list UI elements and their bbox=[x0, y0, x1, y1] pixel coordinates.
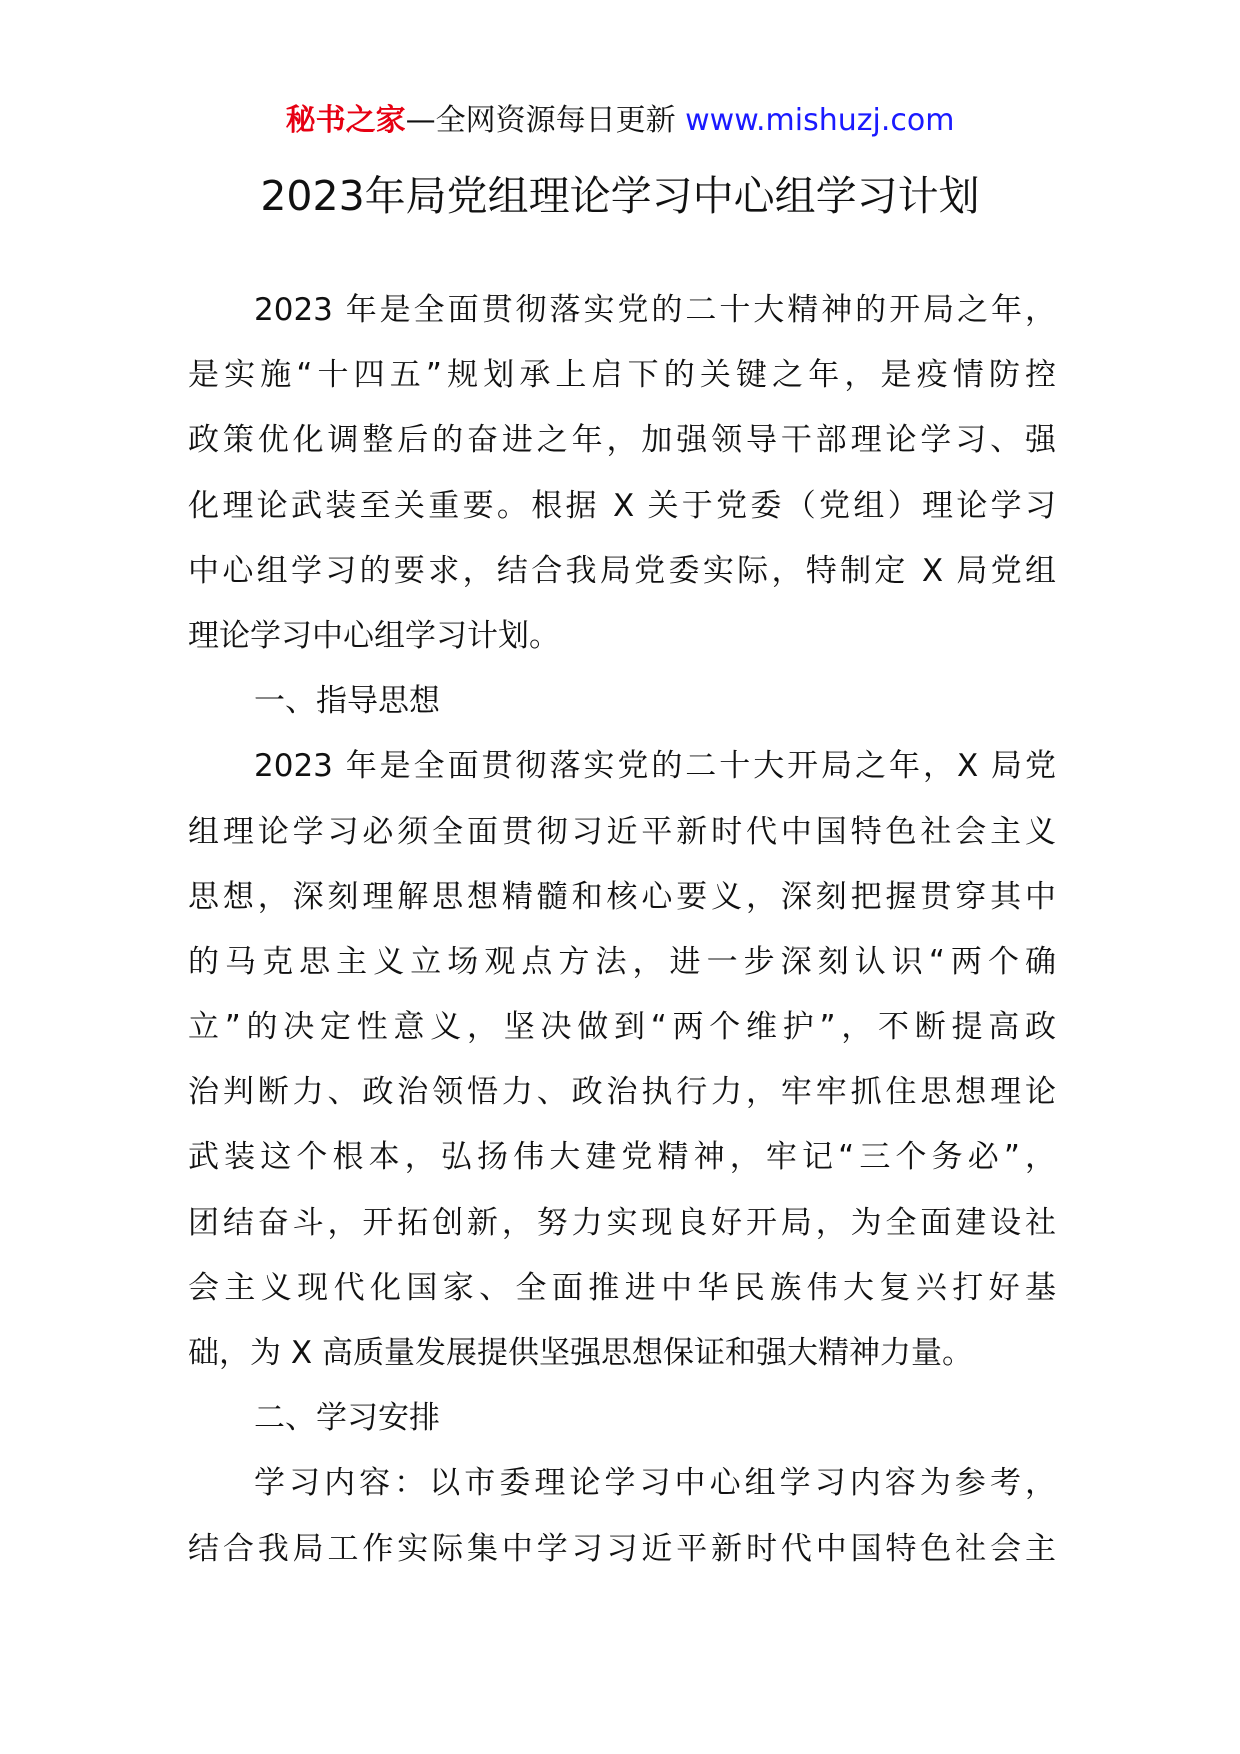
body-line: 武装这个根本，弘扬伟大建党精神，牢记“三个务必”， bbox=[188, 1139, 1056, 1176]
site-banner bbox=[0, 100, 1240, 142]
site-url-link[interactable]: www.mishuzj.com bbox=[685, 103, 955, 138]
body-line: 结合我局工作实际集中学习习近平新时代中国特色社会主 bbox=[188, 1530, 1056, 1567]
body-line: 2023 年是全面贯彻落实党的二十大精神的开局之年， bbox=[254, 292, 1056, 328]
body-line: 组理论学习必须全面贯彻习近平新时代中国特色社会主义 bbox=[188, 813, 1056, 850]
brand-name: 秘书之家 bbox=[285, 103, 406, 138]
body-line: 政策优化调整后的奋进之年，加强领导干部理论学习、强 bbox=[188, 422, 1056, 459]
body-line: 理论学习中心组学习计划。 bbox=[188, 617, 560, 654]
body-line: 立”的决定性意义，坚决做到“两个维护”，不断提高政 bbox=[188, 1009, 1056, 1046]
section-heading-study-arrangement: 二、学习安排 bbox=[254, 1400, 440, 1437]
body-line: 的马克思主义立场观点方法，进一步深刻认识“两个确 bbox=[188, 943, 1056, 980]
body-line: 础，为 X 高质量发展提供坚强思想保证和强大精神力量。 bbox=[188, 1335, 973, 1371]
body-line: 2023 年是全面贯彻落实党的二十大开局之年，X 局党 bbox=[254, 748, 1056, 785]
body-line: 思想，深刻理解思想精髓和核心要义，深刻把握贯穿其中 bbox=[188, 878, 1056, 915]
banner-tagline: —全网资源每日更新 bbox=[405, 103, 686, 138]
document-title: 2023年局党组理论学习中心组学习计划 bbox=[260, 172, 980, 220]
body-line: 是实施“十四五”规划承上启下的关键之年，是疫情防控 bbox=[188, 357, 1056, 394]
body-line: 化理论武装至关重要。根据 X 关于党委（党组）理论学习 bbox=[188, 487, 1056, 524]
body-line: 中心组学习的要求，结合我局党委实际，特制定 X 局党组 bbox=[188, 552, 1056, 589]
body-line: 会主义现代化国家、全面推进中华民族伟大复兴打好基 bbox=[188, 1269, 1056, 1306]
section-heading-guiding-thought: 一、指导思想 bbox=[254, 683, 440, 720]
body-line: 学习内容：以市委理论学习中心组学习内容为参考， bbox=[254, 1465, 1056, 1502]
document-body bbox=[188, 290, 1056, 1594]
body-line: 治判断力、政治领悟力、政治执行力，牢牢抓住思想理论 bbox=[188, 1074, 1056, 1111]
body-line: 团结奋斗，开拓创新，努力实现良好开局，为全面建设社 bbox=[188, 1204, 1056, 1241]
